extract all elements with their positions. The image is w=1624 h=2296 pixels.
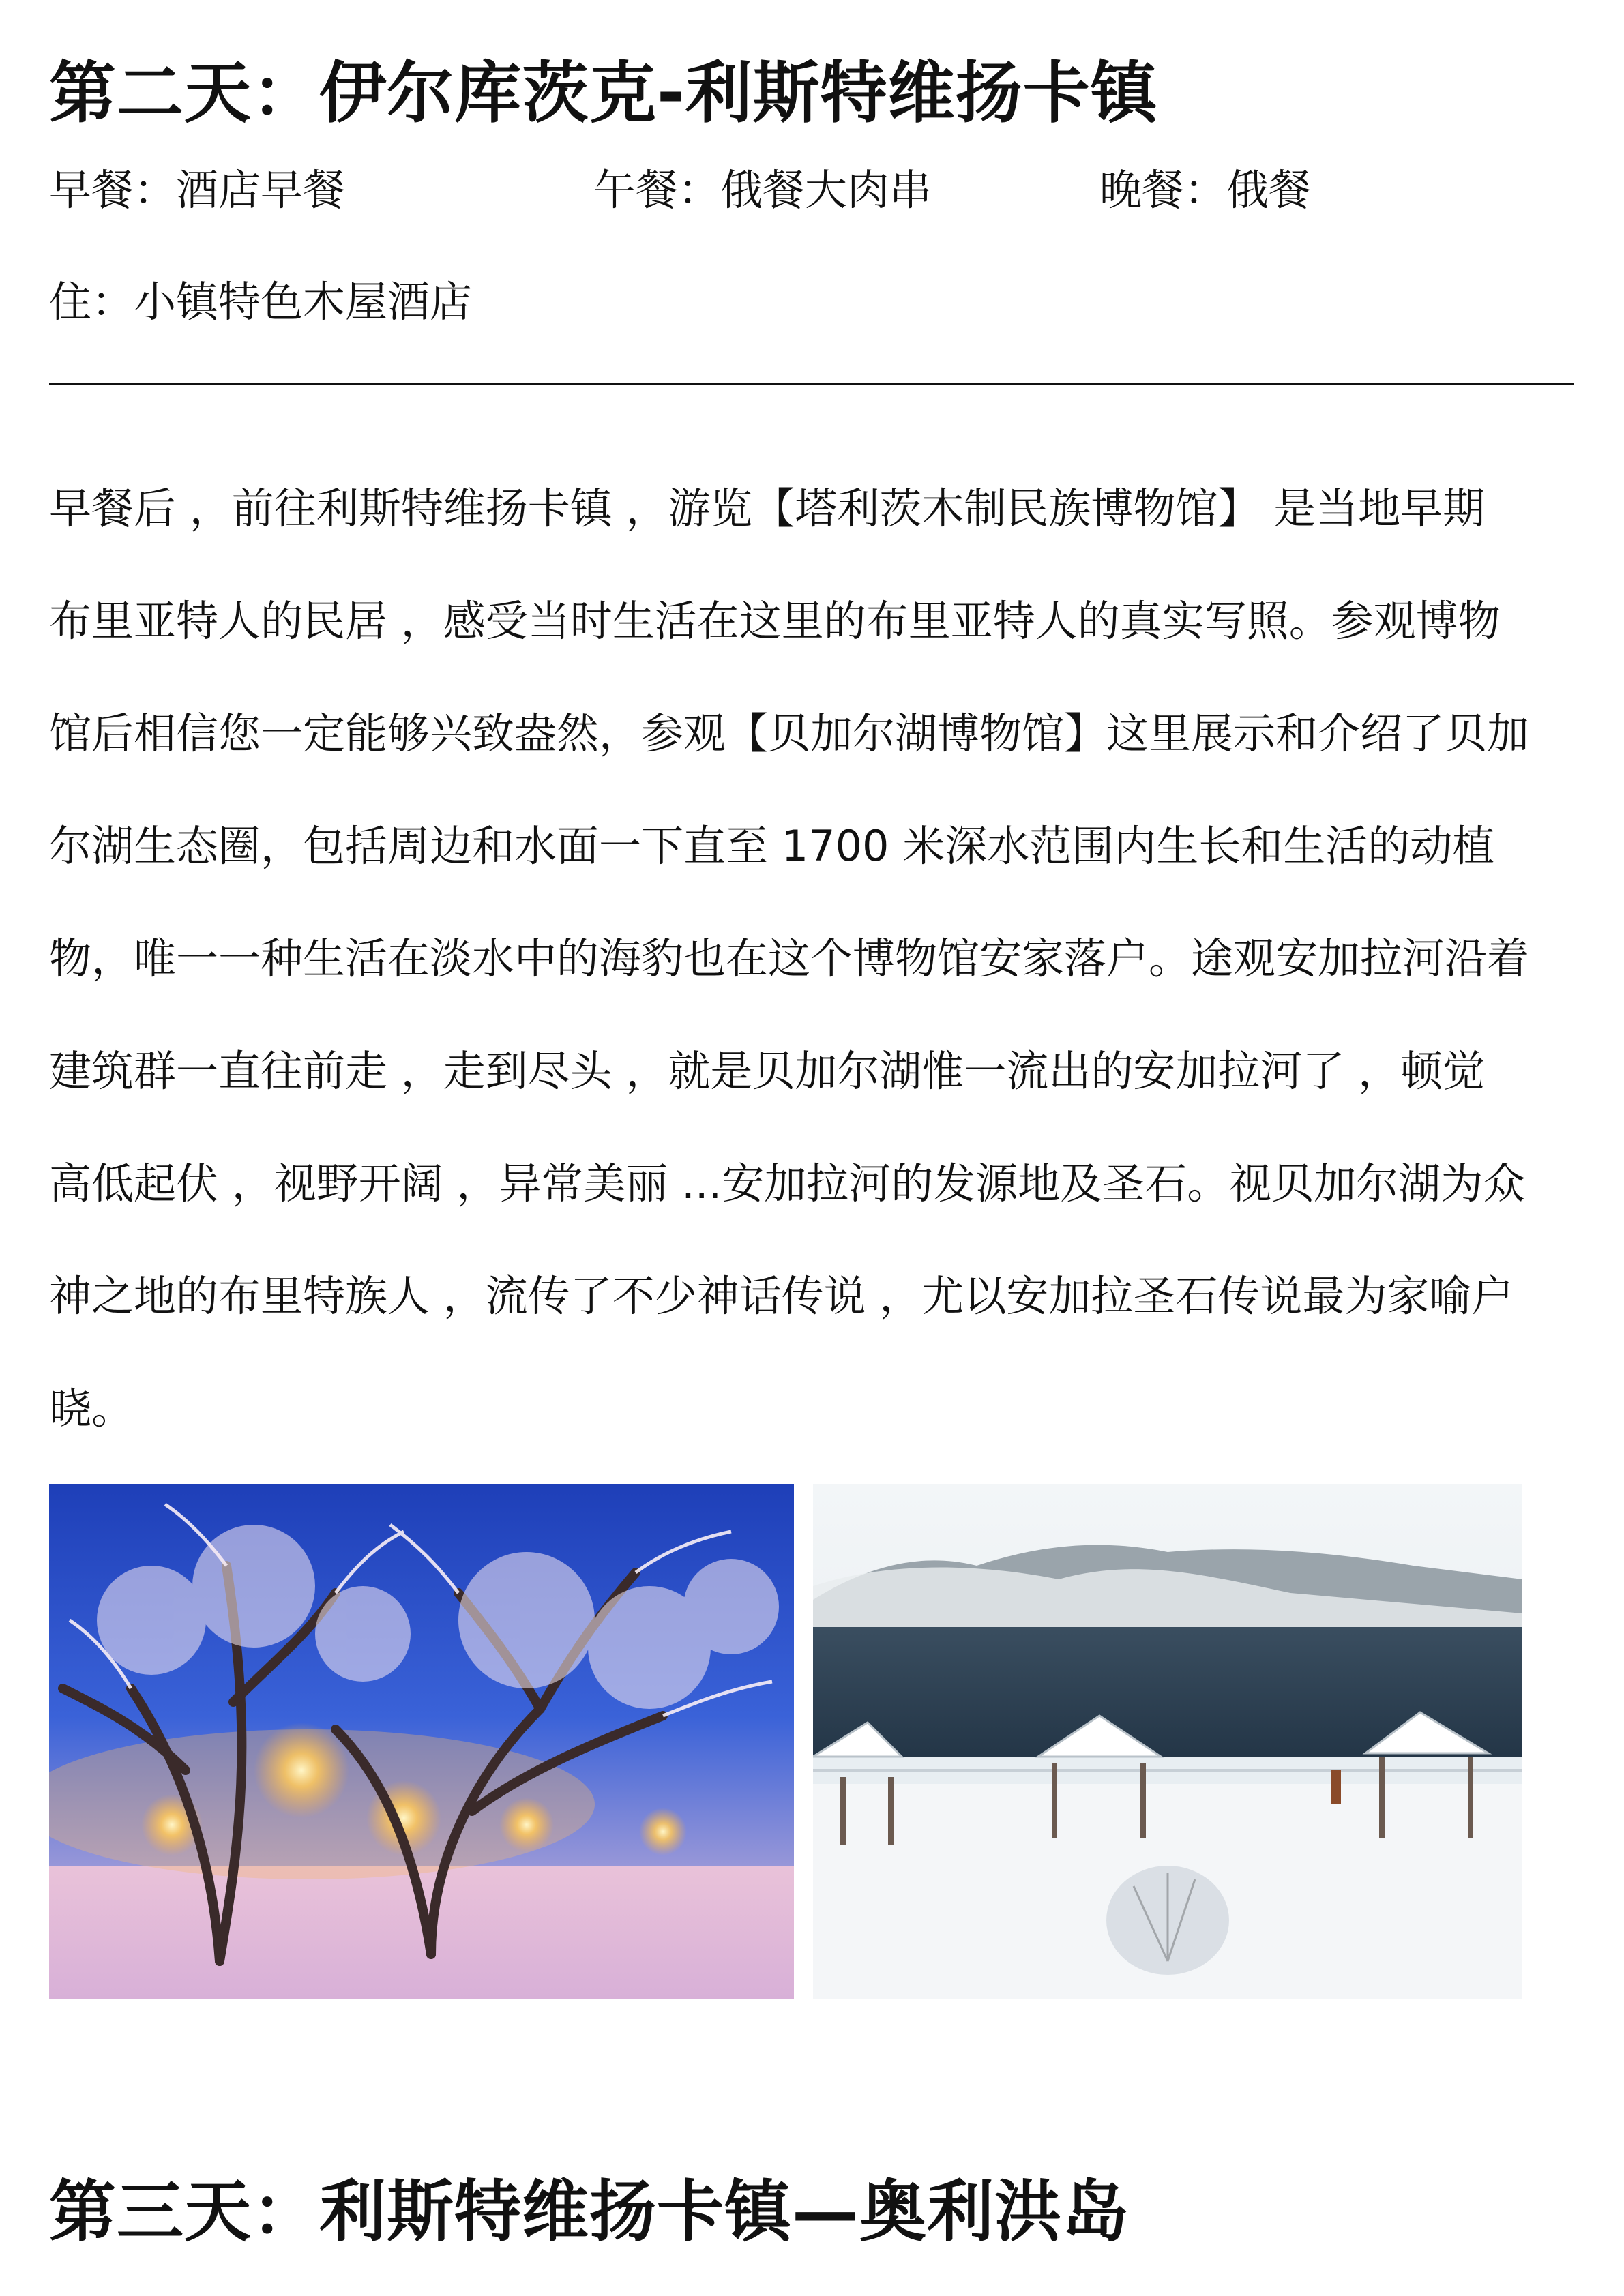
paragraph-line: 神之地的布里特族人 ，流传了不少神话传说 ，尤以安加拉圣石传说最为家喻户 (49, 1271, 1514, 1321)
lake-gazebo-photo (813, 1484, 1522, 1999)
paragraph-line: 物，唯一一种生活在淡水中的海豹也在这个博物馆安家落户。途观安加拉河沿着 (49, 934, 1530, 983)
section-divider (49, 383, 1574, 385)
paragraph-line: 尔湖生态圈，包括周边和水面一下直至 1700 米深水范围内生长和生活的动植 (49, 821, 1495, 871)
accommodation-info: 住：小镇特色木屋酒店 (49, 277, 473, 327)
day3-title: 第三天：利斯特维扬卡镇—奥利洪岛 (49, 2173, 1130, 2251)
paragraph-line: 布里亚特人的民居 ，感受当时生活在这里的布里亚特人的真实写照。参观博物 (49, 596, 1501, 646)
lake-gazebo-illustration (813, 1484, 1522, 1999)
paragraph-line: 早餐后 ，前往利斯特维扬卡镇 ，游览【塔利茨木制民族博物馆】 是当地早期 (49, 483, 1486, 533)
paragraph-line: 高低起伏 ，视野开阔 ，异常美丽 ...安加拉河的发源地及圣石。视贝加尔湖为众 (49, 1159, 1526, 1208)
paragraph-line: 建筑群一直往前走 ，走到尽头 ，就是贝加尔湖惟一流出的安加拉河了 ，顿觉 (49, 1046, 1486, 1096)
snowy-park-photo (49, 1484, 794, 1999)
lunch-info: 午餐：俄餐大肉串 (593, 165, 932, 215)
snowy-park-illustration (49, 1484, 794, 1999)
day2-description (49, 481, 1574, 1494)
paragraph-line: 晓。 (49, 1384, 134, 1433)
dinner-info: 晚餐：俄餐 (1099, 165, 1312, 215)
day2-title: 第二天：伊尔库茨克-利斯特维扬卡镇 (49, 55, 1158, 132)
paragraph-line: 馆后相信您一定能够兴致盎然，参观【贝加尔湖博物馆】这里展示和介绍了贝加 (49, 709, 1530, 758)
breakfast-info: 早餐：酒店早餐 (49, 165, 346, 215)
